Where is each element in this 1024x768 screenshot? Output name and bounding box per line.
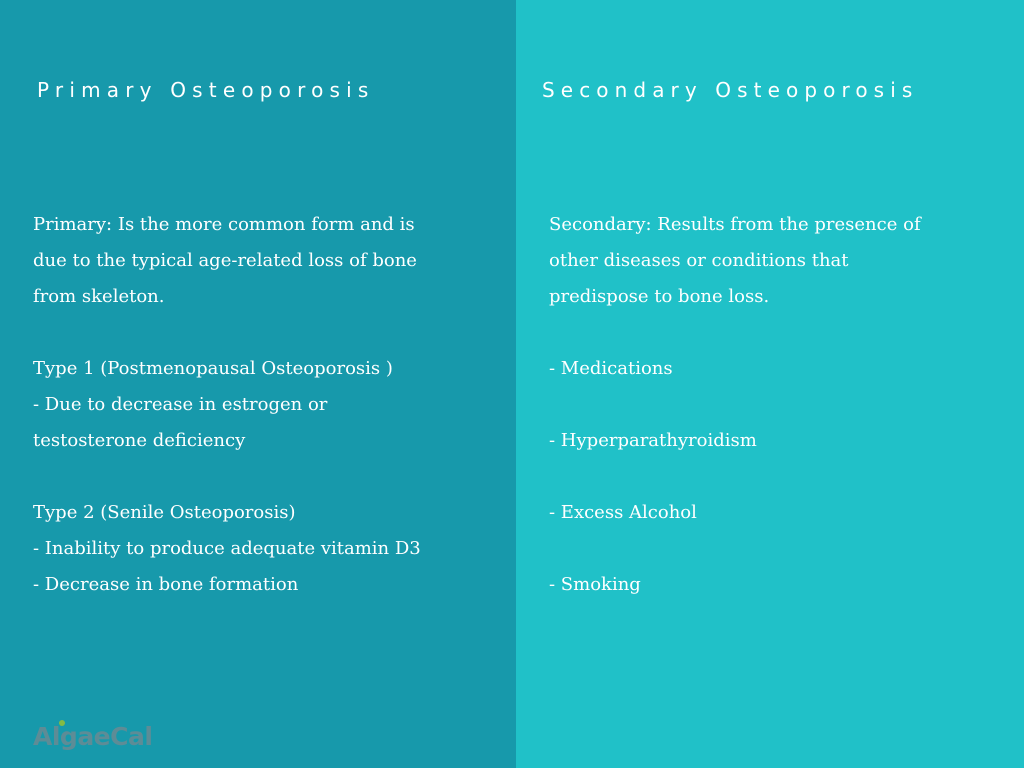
secondary-heading: Secondary Osteoporosis (542, 78, 919, 102)
primary-heading: Primary Osteoporosis (37, 78, 375, 102)
type2-line: - Inability to produce adequate vitamin D3 (33, 538, 421, 559)
spacer (549, 387, 1014, 423)
cause-item: - Hyperparathyroidism (549, 430, 757, 451)
spacer (549, 315, 1014, 351)
type1-line: testosterone deficiency (33, 430, 246, 451)
secondary-body (549, 207, 1014, 603)
spacer (33, 315, 503, 351)
spacer (33, 459, 503, 495)
secondary-intro-line: Secondary: Results from the presence of (549, 214, 921, 235)
type2-line: - Decrease in bone formation (33, 574, 299, 595)
cause-item: - Medications (549, 358, 673, 379)
algaecal-logo: AlgaeCal (33, 722, 153, 751)
cause-item: - Smoking (549, 574, 641, 595)
type1-title: Type 1 (Postmenopausal Osteoporosis ) (33, 358, 393, 379)
secondary-intro-line: other diseases or conditions that (549, 250, 849, 271)
spacer (549, 459, 1014, 495)
primary-intro-line: Primary: Is the more common form and is (33, 214, 415, 235)
primary-intro-line: from skeleton. (33, 286, 165, 307)
secondary-intro-line: predispose to bone loss. (549, 286, 770, 307)
cause-item: - Excess Alcohol (549, 502, 697, 523)
primary-intro-line: due to the typical age-related loss of bone (33, 250, 417, 271)
primary-body (33, 207, 503, 603)
spacer (549, 531, 1014, 567)
type1-line: - Due to decrease in estrogen or (33, 394, 328, 415)
type2-title: Type 2 (Senile Osteoporosis) (33, 502, 296, 523)
secondary-panel (516, 0, 1024, 768)
